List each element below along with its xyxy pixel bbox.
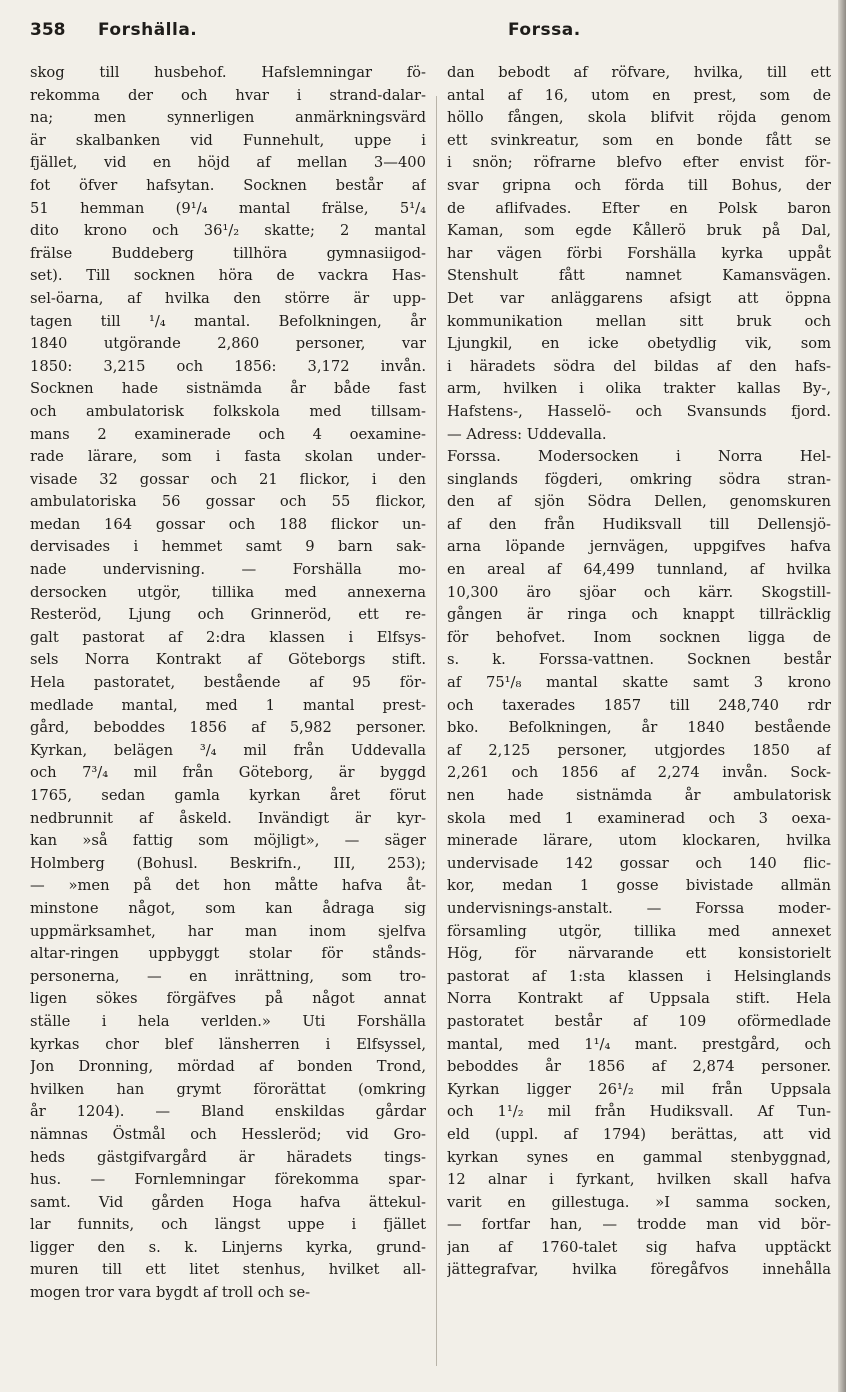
text-line: kan »så fattig som möjligt», — säger	[30, 832, 426, 850]
text-line: är skalbanken vid Funnehult, uppe i	[30, 131, 426, 149]
text-line: dervisades i hemmet samt 9 barn sak-	[30, 538, 426, 556]
text-line: ligen sökes förgäfves på något annat	[30, 990, 426, 1008]
text-line: gången är ringa och knappt tillräcklig	[447, 606, 831, 624]
text-line: Stenshult fått namnet Kamansvägen.	[447, 267, 831, 285]
text-line: undervisnings-anstalt. — Forssa moder-	[447, 899, 831, 917]
text-line: dito krono och 36¹/₂ skatte; 2 mantal	[30, 222, 426, 240]
text-line: år 1204). — Bland enskildas gårdar	[30, 1103, 426, 1121]
text-line: mogen tror vara bygdt af troll och se-	[30, 1284, 311, 1302]
text-line: kor, medan 1 gosse bivistade allmän	[447, 877, 831, 895]
text-line: i snön; röfrarne blefvo efter envist för-	[447, 154, 831, 172]
text-line: 1765, sedan gamla kyrkan året förut	[30, 787, 426, 804]
text-line: — fortfar han, — trodde man vid bör-	[447, 1216, 831, 1234]
text-line: arm, hvilken i olika trakter kallas By-,	[447, 380, 831, 398]
text-line: och 7³/₄ mil från Göteborg, är byggd	[30, 764, 426, 782]
text-line: en areal af 64,499 tunnland, af hvilka	[447, 561, 831, 579]
text-line: galt pastorat af 2:dra klassen i Elfsys-	[30, 628, 426, 646]
text-line: — Adress: Uddevalla.	[447, 425, 607, 443]
text-line: svar gripna och förda till Bohus, der	[447, 176, 831, 194]
text-line: undervisade 142 gossar och 140 flic-	[447, 854, 831, 872]
text-line: 1850: 3,215 och 1856: 3,172 invån.	[30, 357, 426, 375]
left-text-column	[30, 62, 426, 1380]
text-line: minerade lärare, utom klockaren, hvilka	[447, 832, 831, 850]
text-line: ställe i hela verlden.» Uti Forshälla	[30, 1012, 426, 1030]
text-line: fjället, vid en höjd af mellan 3—400	[30, 154, 426, 172]
text-line: Det var anläggarens afsigt att öppna	[447, 289, 831, 307]
text-line: och 1¹/₂ mil från Hudiksvall. Af Tun-	[447, 1103, 831, 1121]
text-line: rekomma der och hvar i strand-dalar-	[30, 86, 426, 104]
text-line: 51 hemman (9¹/₄ mantal frälse, 5¹/₄	[30, 199, 426, 217]
text-line: Hög, för närvarande ett konsistorielt	[447, 945, 831, 963]
text-line: jan af 1760-talet sig hafva upptäckt	[447, 1238, 831, 1256]
text-line: medlade mantal, med 1 mantal prest-	[30, 696, 426, 714]
text-line: gård, beboddes 1856 af 5,982 personer.	[30, 719, 426, 737]
text-line: set). Till socknen höra de vackra Has-	[30, 267, 426, 285]
text-line: kyrkas chor blef länsherren i Elfsyssel,	[30, 1035, 426, 1053]
text-line: har vägen förbi Forshälla kyrka uppåt	[447, 244, 831, 262]
text-line: dersocken utgör, tillika med annexerna	[30, 583, 426, 601]
text-line: 10,300 äro sjöar och kärr. Skogstill-	[447, 583, 831, 601]
text-line: Forssa. Modersocken i Norra Hel-	[447, 448, 831, 466]
text-line: och ambulatorisk folkskola med tillsam-	[30, 402, 426, 420]
text-line: kommunikation mellan sitt bruk och	[447, 312, 831, 330]
text-line: 2,261 och 1856 af 2,274 invån. Sock-	[447, 764, 831, 782]
text-line: fot öfver hafsytan. Socknen består af	[30, 176, 426, 194]
text-line: rade lärare, som i fasta skolan under-	[30, 448, 426, 466]
text-line: Socknen hade sistnämda år både fast	[30, 380, 426, 398]
text-line: sels Norra Kontrakt af Göteborgs stift.	[30, 651, 426, 669]
right-text-column	[447, 62, 831, 1380]
text-line: heds gästgifvargård är häradets tings-	[30, 1148, 426, 1166]
running-header	[22, 20, 812, 46]
text-line: antal af 16, utom en prest, som de	[447, 86, 831, 104]
text-line: mantal, med 1¹/₄ mant. prestgård, och	[447, 1035, 831, 1053]
text-line: lar funnits, och längst uppe i fjället	[30, 1216, 426, 1234]
text-line: arna löpande jernvägen, uppgifves hafva	[447, 538, 831, 556]
text-line: ambulatoriska 56 gossar och 55 flickor,	[30, 493, 426, 511]
text-line: varit en gillestuga. »I samma socken,	[447, 1193, 831, 1211]
text-line: s. k. Forssa-vattnen. Socknen består	[447, 651, 831, 669]
text-line: höllo fången, skola blifvit röjda genom	[447, 109, 831, 127]
text-line: na; men synnerligen anmärkningsvärd	[30, 109, 426, 127]
text-line: hvilken han grymt förorättat (omkring	[30, 1080, 426, 1098]
text-line: Kaman, som egde Kållerö bruk på Dal,	[447, 222, 831, 240]
text-line: pastorat af 1:sta klassen i Helsinglands	[447, 967, 831, 985]
text-line: ligger den s. k. Linjerns kyrka, grund-	[30, 1238, 426, 1256]
text-line: muren till ett litet stenhus, hvilket all-	[30, 1261, 426, 1279]
text-line: nämnas Östmål och Hessleröd; vid Gro-	[30, 1125, 426, 1143]
text-line: samt. Vid gården Hoga hafva ättekul-	[30, 1193, 426, 1211]
text-line: hus. — Fornlemningar förekomma spar-	[30, 1171, 426, 1189]
text-line: Norra Kontrakt af Uppsala stift. Hela	[447, 990, 831, 1008]
text-line: Kyrkan ligger 26¹/₂ mil från Uppsala	[447, 1080, 831, 1098]
text-line: Ljungkil, en icke obetydlig vik, som	[447, 335, 831, 353]
text-line: Kyrkan, belägen ³/₄ mil från Uddevalla	[30, 741, 426, 759]
text-line: den af sjön Södra Dellen, genomskuren	[447, 493, 831, 511]
page-number: 358	[30, 20, 66, 40]
text-line: nen hade sistnämda år ambulatorisk	[447, 787, 831, 804]
text-line: Hafstens-, Hasselö- och Svansunds fjord.	[447, 402, 831, 420]
text-line: frälse Buddeberg tillhöra gymnasiigod-	[30, 244, 426, 262]
text-line: sel-öarna, af hvilka den större är upp-	[30, 289, 426, 307]
text-line: altar-ringen uppbyggt stolar för stånds-	[30, 945, 426, 963]
column-divider	[436, 96, 437, 1366]
text-line: minstone något, som kan ådraga sig	[30, 899, 426, 917]
text-line: eld (uppl. af 1794) berättas, att vid	[447, 1125, 831, 1143]
text-line: af 75¹/₈ mantal skatte samt 3 krono	[447, 674, 831, 692]
text-line: dan bebodt af röfvare, hvilka, till ett	[447, 64, 831, 81]
text-line: pastoratet består af 109 oförmedlade	[447, 1012, 831, 1030]
text-line: skog till husbehof. Hafslemningar fö-	[30, 64, 426, 81]
text-line: medan 164 gossar och 188 flickor un-	[30, 515, 426, 533]
text-line: singlands fögderi, omkring södra stran-	[447, 470, 831, 488]
text-line: beboddes år 1856 af 2,874 personer.	[447, 1058, 831, 1076]
text-line: Resteröd, Ljung och Grinneröd, ett re-	[30, 606, 426, 624]
text-line: ett svinkreatur, som en bonde fått se	[447, 131, 831, 149]
text-line: mans 2 examinerade och 4 oexamine-	[30, 425, 426, 443]
text-line: Jon Dronning, mördad af bonden Trond,	[30, 1058, 426, 1076]
left-running-title: Forshälla.	[98, 20, 198, 40]
text-line: i häradets södra del bildas af den hafs-	[447, 357, 831, 375]
text-line: församling utgör, tillika med annexet	[447, 922, 831, 940]
text-line: — »men på det hon måtte hafva åt-	[30, 877, 426, 895]
text-line: jättegrafvar, hvilka föregåfvos innehålla	[447, 1261, 831, 1279]
text-line: 1840 utgörande 2,860 personer, var	[30, 335, 426, 353]
text-line: visade 32 gossar och 21 flickor, i den	[30, 470, 426, 488]
text-line: Hela pastoratet, bestående af 95 för-	[30, 674, 426, 692]
text-line: och taxerades 1857 till 248,740 rdr	[447, 696, 831, 714]
text-line: af 2,125 personer, utgjordes 1850 af	[447, 741, 831, 759]
text-line: nedbrunnit af åskeld. Invändigt är kyr-	[30, 809, 426, 827]
page-edge	[838, 0, 846, 1392]
text-line: uppmärksamhet, har man inom sjelfva	[30, 922, 426, 940]
text-line: nade undervisning. — Forshälla mo-	[30, 561, 426, 579]
text-line: af den från Hudiksvall till Dellensjö-	[447, 515, 831, 533]
text-line: för behofvet. Inom socknen ligga de	[447, 628, 831, 646]
text-line: 12 alnar i fyrkant, hvilken skall hafva	[447, 1171, 831, 1189]
text-line: bko. Befolkningen, år 1840 bestående	[447, 719, 831, 737]
text-line: Holmberg (Bohusl. Beskrifn., III, 253);	[30, 854, 426, 872]
text-line: skola med 1 examinerad och 3 oexa-	[447, 809, 831, 827]
text-line: kyrkan synes en gammal stenbyggnad,	[447, 1148, 831, 1166]
text-line: de aflifvades. Efter en Polsk baron	[447, 199, 831, 217]
text-line: tagen till ¹/₄ mantal. Befolkningen, år	[30, 312, 426, 330]
right-running-title: Forssa.	[508, 20, 581, 40]
text-line: personerna, — en inrättning, som tro-	[30, 967, 426, 985]
